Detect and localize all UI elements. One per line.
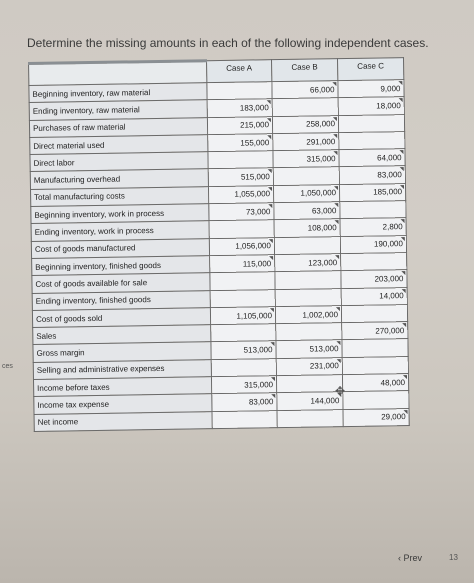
cell-case-b[interactable]	[275, 288, 341, 306]
cell-case-c[interactable]: 18,000	[338, 97, 404, 115]
cell-case-c[interactable]: 29,000	[343, 408, 409, 426]
cell-case-a[interactable]: 215,000	[207, 116, 272, 134]
row-label: Net income	[34, 411, 212, 431]
row-label: Total manufacturing costs	[30, 186, 208, 206]
cell-case-b[interactable]: 315,000	[273, 150, 339, 168]
cell-case-a[interactable]: 115,000	[210, 255, 275, 273]
page-title: Determine the missing amounts in each of the following independent cases.	[27, 36, 429, 50]
cell-case-b[interactable]: 258,000	[272, 115, 338, 133]
cell-case-c[interactable]	[341, 253, 407, 271]
cell-case-a[interactable]: 155,000	[208, 134, 273, 152]
cell-case-b[interactable]: 108,000	[274, 219, 340, 237]
cell-case-b[interactable]: 1,050,000	[273, 184, 339, 202]
page-number: 13	[449, 553, 458, 562]
row-label: Ending inventory, work in process	[31, 221, 209, 241]
row-label: Selling and administrative expenses	[33, 359, 211, 379]
row-label: Ending inventory, raw material	[29, 100, 207, 120]
cell-case-b[interactable]	[277, 409, 343, 427]
cell-case-c[interactable]	[341, 304, 407, 322]
cell-case-a[interactable]	[207, 82, 272, 100]
cell-case-c[interactable]	[340, 201, 406, 219]
cell-case-a[interactable]: 1,105,000	[210, 307, 275, 325]
cell-case-c[interactable]: 64,000	[339, 149, 405, 167]
cell-case-c[interactable]: 83,000	[339, 166, 405, 184]
cell-case-a[interactable]	[212, 410, 277, 428]
cell-case-a[interactable]: 1,055,000	[208, 185, 273, 203]
cell-case-b[interactable]	[274, 236, 340, 254]
row-label: Ending inventory, finished goods	[32, 290, 210, 310]
header-case-a: Case A	[207, 60, 272, 83]
header-blank	[29, 61, 207, 86]
row-label: Income before taxes	[33, 377, 211, 397]
cell-case-c[interactable]	[342, 356, 408, 374]
cell-case-c[interactable]: 203,000	[341, 270, 407, 288]
move-cursor-icon: ✥	[335, 384, 346, 398]
prev-label: Prev	[403, 553, 423, 563]
header-case-c: Case C	[337, 58, 403, 81]
row-label: Beginning inventory, raw material	[29, 83, 207, 103]
cell-case-a[interactable]: 83,000	[212, 393, 277, 411]
cell-case-a[interactable]: 315,000	[211, 376, 276, 394]
cell-case-b[interactable]: 231,000	[276, 357, 342, 375]
cell-case-c[interactable]	[338, 114, 404, 132]
cost-table	[28, 56, 410, 432]
row-label: Sales	[33, 325, 211, 345]
row-label: Cost of goods manufactured	[31, 238, 209, 258]
cell-case-c[interactable]: 185,000	[339, 183, 405, 201]
cell-case-a[interactable]	[208, 151, 273, 169]
cell-case-a[interactable]	[211, 324, 276, 342]
cell-case-a[interactable]: 1,056,000	[209, 237, 274, 255]
row-label: Purchases of raw material	[29, 117, 207, 137]
row-label: Beginning inventory, finished goods	[32, 256, 210, 276]
row-label: Beginning inventory, work in process	[31, 204, 209, 224]
cell-case-c[interactable]: 9,000	[338, 80, 404, 98]
cell-case-b[interactable]	[276, 375, 342, 393]
row-label: Cost of goods sold	[32, 308, 210, 328]
cell-case-a[interactable]	[209, 220, 274, 238]
cell-case-c[interactable]: 270,000	[342, 322, 408, 340]
cell-case-a[interactable]	[210, 289, 275, 307]
chevron-left-icon: ‹	[398, 553, 401, 563]
prev-button[interactable]	[398, 553, 422, 563]
cell-case-c[interactable]	[339, 131, 405, 149]
row-label: Direct labor	[30, 152, 208, 172]
side-text: ces	[2, 363, 13, 370]
row-label: Gross margin	[33, 342, 211, 362]
cell-case-b[interactable]	[273, 167, 339, 185]
cell-case-b[interactable]: 66,000	[272, 81, 338, 99]
cell-case-b[interactable]	[275, 271, 341, 289]
cell-case-b[interactable]: 63,000	[274, 202, 340, 220]
row-label: Direct material used	[30, 135, 208, 155]
cell-case-a[interactable]: 73,000	[209, 203, 274, 221]
row-label: Income tax expense	[34, 394, 212, 414]
cell-case-b[interactable]	[272, 98, 338, 116]
cell-case-b[interactable]	[276, 323, 342, 341]
cell-case-c[interactable]: 2,800	[340, 218, 406, 236]
cell-case-b[interactable]: 1,002,000	[275, 305, 341, 323]
cell-case-b[interactable]: 291,000	[273, 133, 339, 151]
header-case-b: Case B	[271, 59, 337, 82]
cell-case-c[interactable]: 190,000	[340, 235, 406, 253]
cell-case-c[interactable]: 14,000	[341, 287, 407, 305]
row-label: Manufacturing overhead	[30, 169, 208, 189]
cell-case-b[interactable]: 144,000	[277, 392, 343, 410]
row-label: Cost of goods available for sale	[32, 273, 210, 293]
cell-case-b[interactable]: 123,000	[275, 254, 341, 272]
cell-case-a[interactable]	[211, 358, 276, 376]
cell-case-a[interactable]	[210, 272, 275, 290]
cell-case-b[interactable]: 513,000	[276, 340, 342, 358]
cost-table-sheet	[28, 56, 408, 428]
cell-case-a[interactable]: 515,000	[208, 168, 273, 186]
cell-case-c[interactable]	[343, 391, 409, 409]
cell-case-a[interactable]: 513,000	[211, 341, 276, 359]
cell-case-a[interactable]: 183,000	[207, 99, 272, 117]
cell-case-c[interactable]: 48,000	[342, 374, 408, 392]
cell-case-c[interactable]	[342, 339, 408, 357]
